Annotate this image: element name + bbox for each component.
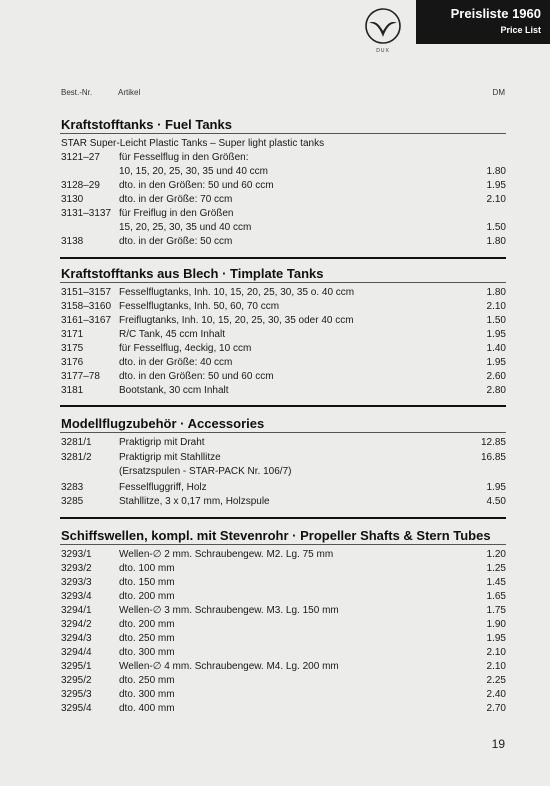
item-desc: Fesselflugtanks, Inh. 50, 60, 70 ccm bbox=[119, 301, 280, 312]
item-desc: dto. 400 mm bbox=[119, 703, 175, 714]
item-price: 12.85 bbox=[480, 437, 506, 448]
item-price: 16.85 bbox=[480, 452, 506, 463]
table-row bbox=[61, 562, 506, 576]
table-row bbox=[61, 384, 506, 398]
item-price: 1.95 bbox=[486, 482, 506, 493]
table-row bbox=[61, 590, 506, 604]
item-desc: dto. 300 mm bbox=[119, 647, 175, 658]
item-code: 3171 bbox=[61, 329, 84, 340]
table-row bbox=[61, 179, 506, 193]
item-desc: dto. in den Größen: 50 und 60 ccm bbox=[119, 180, 274, 191]
column-header-code: Best.-Nr. bbox=[61, 88, 93, 97]
item-code: 3158–3160 bbox=[61, 301, 112, 312]
item-price: 1.75 bbox=[486, 605, 506, 616]
item-desc: 10, 15, 20, 25, 30, 35 und 40 ccm bbox=[119, 166, 268, 177]
table-row bbox=[61, 632, 506, 646]
section-subtitle bbox=[61, 137, 506, 151]
item-price: 2.70 bbox=[486, 703, 506, 714]
item-desc: dto. 100 mm bbox=[119, 563, 175, 574]
item-price: 2.40 bbox=[486, 689, 506, 700]
item-desc: dto. 250 mm bbox=[119, 633, 175, 644]
badge-subtitle: Price List bbox=[500, 25, 541, 35]
section-title-propeller-shafts: Schiffswellen, kompl. mit Stevenrohr · Propeller Shafts & Stern Tubes bbox=[61, 528, 491, 543]
item-price: 1.50 bbox=[486, 222, 506, 233]
item-desc: Bootstank, 30 ccm Inhalt bbox=[119, 385, 229, 396]
item-price: 1.80 bbox=[486, 166, 506, 177]
item-desc: dto. in der Größe: 50 ccm bbox=[119, 236, 233, 247]
table-row bbox=[61, 286, 506, 300]
item-desc: dto. 300 mm bbox=[119, 689, 175, 700]
section-divider bbox=[60, 133, 506, 134]
section-divider bbox=[60, 544, 506, 545]
item-desc: 15, 20, 25, 30, 35 und 40 ccm bbox=[119, 222, 252, 233]
item-code: 3294/2 bbox=[61, 619, 92, 630]
item-code: 3151–3157 bbox=[61, 287, 112, 298]
item-code: 3293/3 bbox=[61, 577, 92, 588]
table-row bbox=[61, 548, 506, 562]
item-desc: Stahllitze, 3 x 0,17 mm, Holzspule bbox=[119, 496, 270, 507]
section-title-tinplate-tanks: Kraftstofftanks aus Blech · Timplate Tanks bbox=[61, 266, 324, 281]
dux-bird-logo-icon bbox=[363, 6, 403, 46]
table-row bbox=[61, 165, 506, 179]
item-code: 3294/3 bbox=[61, 633, 92, 644]
item-price: 1.80 bbox=[486, 287, 506, 298]
badge-title: Preisliste 1960 bbox=[450, 6, 541, 21]
table-row bbox=[61, 328, 506, 342]
item-code: 3121–27 bbox=[61, 152, 100, 163]
table-row bbox=[61, 576, 506, 590]
section-divider bbox=[60, 282, 506, 283]
item-desc: für Fesselflug, 4eckig, 10 ccm bbox=[119, 343, 252, 354]
table-row bbox=[61, 604, 506, 618]
item-price: 1.50 bbox=[486, 315, 506, 326]
item-code: 3161–3167 bbox=[61, 315, 112, 326]
table-row bbox=[61, 436, 506, 450]
item-price: 2.60 bbox=[486, 371, 506, 382]
item-desc: Freiflugtanks, Inh. 10, 15, 20, 25, 30, 35 oder 40 ccm bbox=[119, 315, 354, 326]
item-code: 3176 bbox=[61, 357, 84, 368]
item-desc: Fesselflugtanks, Inh. 10, 15, 20, 25, 30, 35 o. 40 ccm bbox=[119, 287, 355, 298]
item-price: 2.10 bbox=[486, 647, 506, 658]
item-code: 3177–78 bbox=[61, 371, 100, 382]
table-row bbox=[61, 235, 506, 249]
table-row bbox=[61, 618, 506, 632]
item-code: 3295/4 bbox=[61, 703, 92, 714]
item-desc: dto. in den Größen: 50 und 60 ccm bbox=[119, 371, 274, 382]
item-desc: R/C Tank, 45 ccm Inhalt bbox=[119, 329, 225, 340]
item-desc: dto. 200 mm bbox=[119, 619, 175, 630]
table-row bbox=[61, 646, 506, 660]
item-price: 2.10 bbox=[486, 194, 506, 205]
item-code: 3175 bbox=[61, 343, 84, 354]
item-desc: Fesselfluggriff, Holz bbox=[119, 482, 207, 493]
item-price: 1.25 bbox=[486, 563, 506, 574]
section-title-accessories: Modellflugzubehör · Accessories bbox=[61, 416, 265, 431]
item-desc: für Fesselflug in den Größen: bbox=[119, 152, 249, 163]
item-price: 1.45 bbox=[486, 577, 506, 588]
section-rule bbox=[60, 257, 506, 259]
table-row bbox=[61, 370, 506, 384]
table-row bbox=[61, 221, 506, 235]
page-number: 19 bbox=[491, 737, 505, 751]
item-desc: dto. in der Größe: 70 ccm bbox=[119, 194, 233, 205]
section-title-fuel-tanks: Kraftstofftanks · Fuel Tanks bbox=[61, 117, 232, 132]
item-price: 1.90 bbox=[486, 619, 506, 630]
item-code: 3293/2 bbox=[61, 563, 92, 574]
item-desc: (Ersatzspulen - STAR-PACK Nr. 106/7) bbox=[119, 466, 292, 477]
item-price: 2.10 bbox=[486, 301, 506, 312]
item-code: 3295/2 bbox=[61, 675, 92, 686]
item-price: 1.95 bbox=[486, 180, 506, 191]
table-row bbox=[61, 356, 506, 370]
item-code: 3293/1 bbox=[61, 549, 92, 560]
subtitle-text: STAR Super-Leicht Plastic Tanks – Super light plastic tanks bbox=[61, 138, 325, 149]
item-code: 3294/4 bbox=[61, 647, 92, 658]
item-desc: Wellen-∅ 3 mm. Schraubengew. M3. Lg. 150 mm bbox=[119, 605, 339, 616]
section-rule bbox=[60, 405, 506, 407]
item-desc: dto. 200 mm bbox=[119, 591, 175, 602]
item-code: 3128–29 bbox=[61, 180, 100, 191]
item-price: 1.80 bbox=[486, 236, 506, 247]
column-header-price: DM bbox=[492, 88, 505, 97]
item-desc: Praktigrip mit Draht bbox=[119, 437, 205, 448]
table-row bbox=[61, 193, 506, 207]
price-list-badge bbox=[416, 0, 550, 44]
item-desc: für Freiflug in den Größen bbox=[119, 208, 234, 219]
item-code: 3295/1 bbox=[61, 661, 92, 672]
table-row bbox=[61, 151, 506, 165]
section-rule bbox=[60, 517, 506, 519]
item-code: 3293/4 bbox=[61, 591, 92, 602]
item-code: 3138 bbox=[61, 236, 84, 247]
item-price: 1.20 bbox=[486, 549, 506, 560]
item-code: 3281/1 bbox=[61, 437, 92, 448]
item-code: 3294/1 bbox=[61, 605, 92, 616]
item-price: 4.50 bbox=[486, 496, 506, 507]
item-code: 3281/2 bbox=[61, 452, 92, 463]
item-code: 3131–3137 bbox=[61, 208, 112, 219]
item-price: 1.95 bbox=[486, 357, 506, 368]
item-code: 3285 bbox=[61, 496, 84, 507]
item-price: 2.25 bbox=[486, 675, 506, 686]
column-header-article: Artikel bbox=[118, 88, 141, 97]
item-desc: Praktigrip mit Stahllitze bbox=[119, 452, 221, 463]
table-row bbox=[61, 674, 506, 688]
table-row bbox=[61, 465, 506, 479]
item-price: 1.95 bbox=[486, 329, 506, 340]
item-code: 3130 bbox=[61, 194, 84, 205]
item-code: 3295/3 bbox=[61, 689, 92, 700]
table-row bbox=[61, 314, 506, 328]
table-row bbox=[61, 702, 506, 716]
item-price: 2.80 bbox=[486, 385, 506, 396]
table-row bbox=[61, 495, 506, 509]
item-desc: Wellen-∅ 2 mm. Schraubengew. M2. Lg. 75 mm bbox=[119, 549, 334, 560]
item-price: 1.95 bbox=[486, 633, 506, 644]
item-desc: dto. 150 mm bbox=[119, 577, 175, 588]
table-row bbox=[61, 481, 506, 495]
item-desc: Wellen-∅ 4 mm. Schraubengew. M4. Lg. 200 mm bbox=[119, 661, 339, 672]
logo-text: DUX bbox=[376, 48, 390, 54]
item-desc: dto. 250 mm bbox=[119, 675, 175, 686]
table-row bbox=[61, 451, 506, 465]
table-row bbox=[61, 688, 506, 702]
table-row bbox=[61, 660, 506, 674]
table-row bbox=[61, 300, 506, 314]
table-row bbox=[61, 342, 506, 356]
table-row bbox=[61, 207, 506, 221]
item-price: 2.10 bbox=[486, 661, 506, 672]
item-code: 3283 bbox=[61, 482, 84, 493]
section-divider bbox=[60, 432, 506, 433]
item-code: 3181 bbox=[61, 385, 84, 396]
item-price: 1.40 bbox=[486, 343, 506, 354]
item-price: 1.65 bbox=[486, 591, 506, 602]
item-desc: dto. in der Größe: 40 ccm bbox=[119, 357, 233, 368]
